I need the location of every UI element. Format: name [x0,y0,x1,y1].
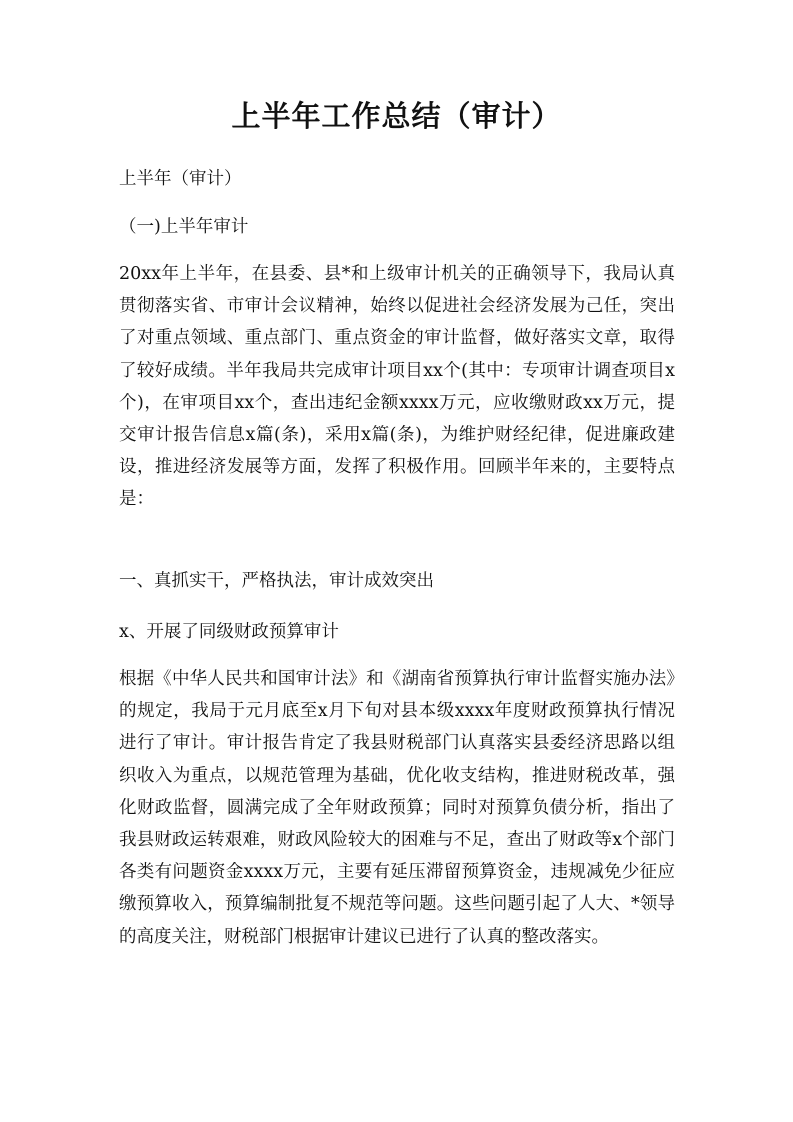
body-paragraph-1: 20xx年上半年，在县委、县*和上级审计机关的正确领导下，我局认真贯彻落实省、市审计会议精神，始终以促进社会经济发展为己任，突出了对重点领域、重点部门、重点资金的审计监督，做好落实文章，取得了较好成绩。半年我局共完成审计项目xx个(其中：专项审计调查项目x个)，在审项目xx个，查出违纪金额xxxx万元，应收缴财政xx万元，提交审计报告信息x篇(条)，采用x篇(条)，为维护财经纪律，促进廉政建设，推进经济发展等方面，发挥了积极作用。回顾半年来的，主要特点是： [119,264,675,510]
document-subtitle: 上半年（审计） [119,169,242,189]
section-heading: （一)上半年审计 [119,217,249,237]
sub-heading: x、开展了同级财政预算审计 [119,622,339,642]
point-heading: 一、真抓实干，严格执法，审计成效突出 [119,571,434,591]
body-paragraph-2: 根据《中华人民共和国审计法》和《湖南省预算执行审计监督实施办法》的规定，我局于元月底至x月下旬对县本级xxxx年度财政预算执行情况进行了审计。审计报告肯定了我县财税部门认真落实县委经济思路以组织收入为重点，以规范管理为基础，优化收支结构，推进财税改革，强化财政监督，圆满完成了全年财政预算；同时对预算负债分析，指出了我县财政运转艰难，财政风险较大的困难与不足，查出了财政等x个部门各类有问题资金xxxx万元，主要有延压滞留预算资金，违规减免少征应缴预算收入，预算编制批复不规范等问题。这些问题引起了人大、*领导的高度关注，财税部门根据审计建议已进行了认真的整改落实。 [119,669,675,947]
document-title: 上半年工作总结（审计） [231,99,562,133]
